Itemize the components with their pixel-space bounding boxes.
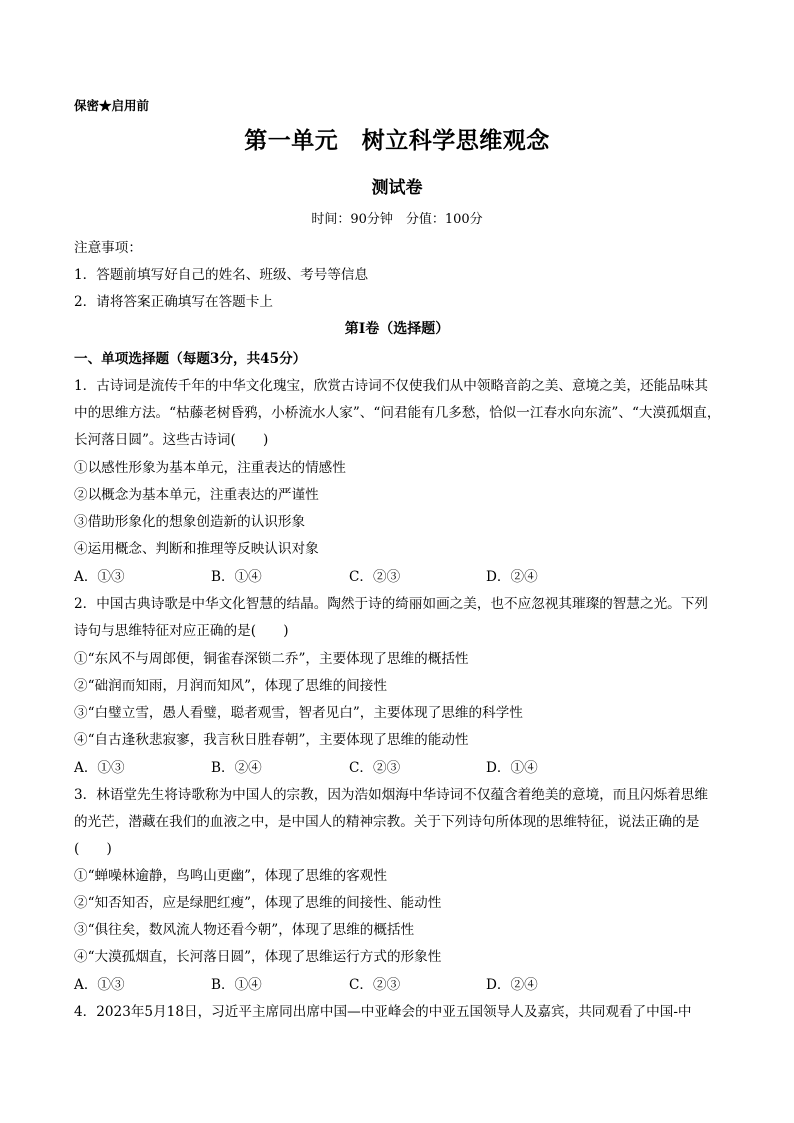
option-a[interactable]: A．①③ bbox=[74, 977, 125, 993]
option-a[interactable]: A．①③ bbox=[74, 760, 125, 776]
question-1-line: 长河落日圆”。这些古诗词( ) bbox=[74, 432, 269, 448]
option-d[interactable]: D．①④ bbox=[486, 760, 538, 776]
question-1-statement: ①以感性形象为基本单元，注重表达的情感性 bbox=[74, 460, 346, 476]
confidential-label: 保密★启用前 bbox=[74, 98, 150, 113]
question-2-statement: ④“自古逢秋悲寂寥，我言秋日胜春朝”，主要体现了思维的能动性 bbox=[74, 732, 469, 748]
option-b[interactable]: B．①④ bbox=[211, 569, 262, 585]
question-4-line: 4．2023年5月18日，习近平主席同出席中国—中亚峰会的中亚五国领导人及嘉宾，共同观看了中国-中 bbox=[74, 1004, 692, 1020]
question-2-line: 诗句与思维特征对应正确的是( ) bbox=[74, 623, 289, 639]
question-3-line: ( ) bbox=[74, 841, 112, 857]
question-2-statement: ①“东风不与周郎便，铜雀春深锁二乔”，主要体现了思维的概括性 bbox=[74, 651, 469, 667]
note-item: 1．答题前填写好自己的姓名、班级、考号等信息 bbox=[74, 267, 369, 283]
question-2-statement: ②“础润而知雨，月润而知风”，体现了思维的间接性 bbox=[74, 678, 387, 694]
option-c[interactable]: C．②③ bbox=[349, 569, 401, 585]
question-1-statement: ③借助形象化的想象创造新的认识形象 bbox=[74, 514, 306, 530]
question-2-statement: ③“白璧立雪，愚人看璧，聪者观雪，智者见白”，主要体现了思维的科学性 bbox=[74, 705, 523, 721]
option-c[interactable]: C．②③ bbox=[349, 760, 401, 776]
part-heading: 第I卷（选择题） bbox=[344, 321, 450, 337]
question-3-statement: ④“大漠孤烟直，长河落日圆”，体现了思维运行方式的形象性 bbox=[74, 949, 442, 965]
question-2-line: 2．中国古典诗歌是中华文化智慧的结晶。陶然于诗的绮丽如画之美，也不应忽视其璀璨的智慧之光。下列 bbox=[74, 596, 708, 612]
time-score-info: 时间：90分钟 分值：100分 bbox=[311, 212, 483, 227]
option-b[interactable]: B．①④ bbox=[211, 977, 262, 993]
page-subtitle: 测试卷 bbox=[371, 178, 423, 198]
question-1-line: 1．古诗词是流传千年的中华文化瑰宝，欣赏古诗词不仅使我们从中领略音韵之美、意境之美，还能品味其 bbox=[74, 378, 708, 394]
question-3-statement: ②“知否知否，应是绿肥红瘦”，体现了思维的间接性、能动性 bbox=[74, 895, 442, 911]
option-d[interactable]: D．②④ bbox=[486, 977, 538, 993]
option-b[interactable]: B．②④ bbox=[211, 760, 262, 776]
question-1-statement: ④运用概念、判断和推理等反映认识对象 bbox=[74, 541, 319, 557]
question-3-line: 3．林语堂先生将诗歌称为中国人的宗教，因为浩如烟海中华诗词不仅蕴含着绝美的意境，而且闪烁着思维 bbox=[74, 787, 708, 803]
note-item: 2．请将答案正确填写在答题卡上 bbox=[74, 294, 273, 310]
question-3-line: 的光芒，潜藏在我们的血液之中，是中国人的精神宗教。关于下列诗句所体现的思维特征，说法正确的是 bbox=[74, 814, 700, 830]
notes-heading: 注意事项： bbox=[74, 240, 142, 256]
option-a[interactable]: A．①③ bbox=[74, 569, 125, 585]
question-3-statement: ③“俱往矣，数风流人物还看今朝”，体现了思维的概括性 bbox=[74, 922, 415, 938]
question-1-statement: ②以概念为基本单元，注重表达的严谨性 bbox=[74, 487, 319, 503]
section-heading: 一、单项选择题（每题3分，共45分） bbox=[74, 351, 307, 367]
option-d[interactable]: D．②④ bbox=[486, 569, 538, 585]
question-1-line: 中的思维方法。“枯藤老树昏鸦，小桥流水人家”、“问君能有几多愁，恰似一江春水向东流”、“大漠孤烟直， bbox=[74, 405, 721, 421]
option-c[interactable]: C．②③ bbox=[349, 977, 401, 993]
page-title: 第一单元 树立科学思维观念 bbox=[244, 127, 550, 154]
question-3-statement: ①“蝉噪林逾静，鸟鸣山更幽”，体现了思维的客观性 bbox=[74, 868, 387, 884]
